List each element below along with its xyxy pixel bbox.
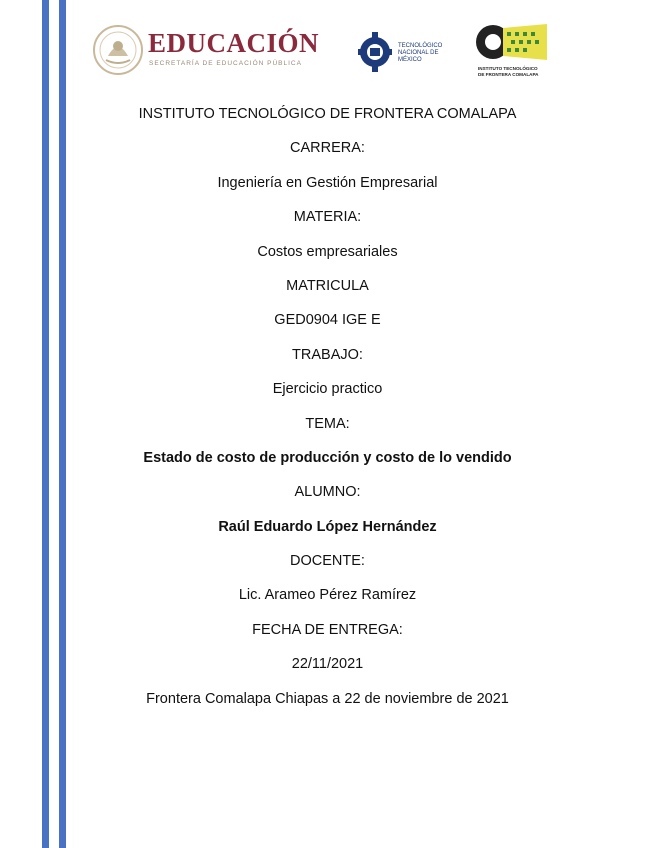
- itfc-logo-text-1: INSTITUTO TECNOLÓGICO: [478, 66, 538, 71]
- date-label: FECHA DE ENTREGA:: [252, 621, 403, 638]
- date-value: 22/11/2021: [291, 656, 364, 673]
- header-logos: [88, 18, 568, 84]
- tecnm-gear-logo: [358, 28, 392, 76]
- tecnm-logo-text: [398, 43, 458, 64]
- id-label: MATRICULA: [286, 277, 369, 294]
- sep-logo-subtitle: SECRETARÍA DE EDUCACIÓN PÚBLICA: [149, 60, 302, 67]
- student-label: ALUMNO:: [294, 484, 361, 501]
- topic-label: TEMA:: [305, 415, 350, 432]
- career-value: Ingeniería en Gestión Empresarial: [217, 174, 438, 191]
- work-label: TRABAJO:: [292, 346, 363, 363]
- tecnm-logo-text-1: TECNOLÓGICO: [398, 43, 443, 49]
- career-label: CARRERA:: [290, 140, 365, 157]
- topic-value: Estado de costo de producción y costo de lo vendido: [143, 449, 512, 466]
- itfc-logo-text: [478, 66, 558, 78]
- cover-page-body: [70, 103, 585, 722]
- student-value: Raúl Eduardo López Hernández: [218, 518, 437, 535]
- sep-logo-title: EDUCACIÓN: [148, 28, 320, 58]
- tecnm-logo-text-2: NACIONAL DE MÉXICO: [398, 50, 439, 63]
- left-border-stripe: [42, 0, 49, 848]
- id-value: GED0904 IGE E: [274, 312, 381, 329]
- itfc-logo: [473, 18, 553, 66]
- teacher-value: Lic. Arameo Pérez Ramírez: [238, 587, 417, 604]
- sep-seal-logo: [92, 24, 144, 76]
- place-and-date: Frontera Comalapa Chiapas a 22 de noviembre de 2021: [146, 690, 509, 707]
- teacher-label: DOCENTE:: [290, 553, 365, 570]
- institution-name: INSTITUTO TECNOLÓGICO DE FRONTERA COMALAPA: [138, 106, 517, 122]
- subject-label: MATERIA:: [293, 209, 362, 226]
- itfc-logo-text-2: DE FRONTERA COMALAPA: [478, 72, 539, 77]
- subject-value: Costos empresariales: [257, 243, 398, 260]
- left-border-stripe-inner: [59, 0, 66, 848]
- work-value: Ejercicio practico: [272, 381, 383, 398]
